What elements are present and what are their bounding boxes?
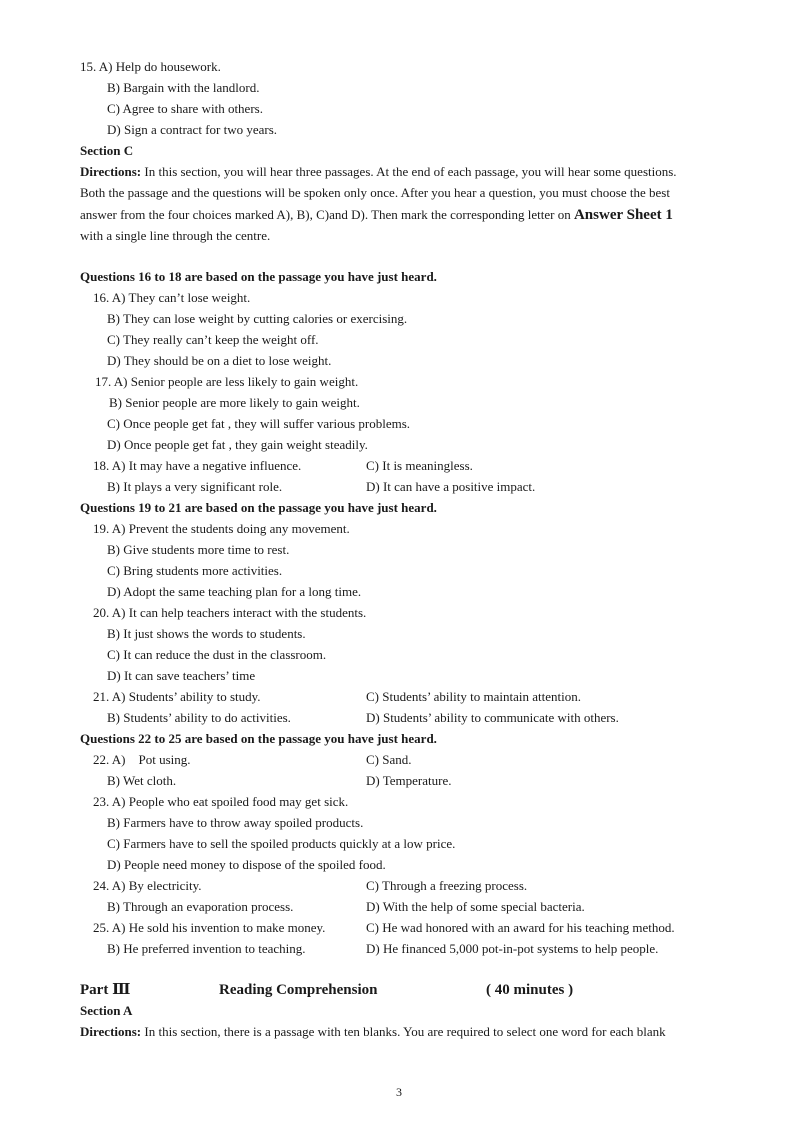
q19-option-b: B) Give students more time to rest. [107, 542, 290, 557]
q15-option-c: C) Agree to share with others. [107, 101, 263, 116]
q22-option-d: D) Temperature. [366, 773, 452, 788]
q24-option-a: 24. A) By electricity. [93, 878, 202, 893]
q20-option-c: C) It can reduce the dust in the classroom. [107, 647, 327, 662]
q19-option-a: 19. A) Prevent the students doing any movement. [93, 521, 350, 536]
directions-label: Directions: [80, 164, 142, 179]
group3-heading: Questions 22 to 25 are based on the passage you have just heard. [80, 731, 437, 746]
q25-option-c: C) He wad honored with an award for his teaching method. [366, 920, 675, 935]
section-c-directions-line4: with a single line through the centre. [80, 228, 271, 243]
q24-option-b: B) Through an evaporation process. [107, 899, 294, 914]
q22-option-c: C) Sand. [366, 752, 412, 767]
section-c-heading: Section C [80, 143, 134, 158]
group1-heading: Questions 16 to 18 are based on the passage you have just heard. [80, 269, 437, 284]
q18-option-c: C) It is meaningless. [366, 458, 473, 473]
q21-option-b: B) Students’ ability to do activities. [107, 710, 291, 725]
q23-option-b: B) Farmers have to throw away spoiled products. [107, 815, 364, 830]
section-a-directions-text: In this section, there is a passage with ten blanks. You are required to select one word for each blank [141, 1024, 666, 1039]
q21-option-c: C) Students’ ability to maintain attention. [366, 689, 581, 704]
q16-option-b: B) They can lose weight by cutting calories or exercising. [107, 311, 408, 326]
q24-option-d: D) With the help of some special bacteria. [366, 899, 585, 914]
q19-option-c: C) Bring students more activities. [107, 563, 283, 578]
q19-option-d: D) Adopt the same teaching plan for a long time. [107, 584, 362, 599]
q15-option-b: B) Bargain with the landlord. [107, 80, 260, 95]
part3-label: Part Ⅲ [80, 982, 131, 998]
group2-heading: Questions 19 to 21 are based on the passage you have just heard. [80, 500, 437, 515]
directions-label: Directions: [80, 1024, 142, 1039]
q15-option-d: D) Sign a contract for two years. [107, 122, 278, 137]
q17-option-c: C) Once people get fat , they will suffer various problems. [107, 416, 411, 431]
q25-option-a: 25. A) He sold his invention to make money. [93, 920, 326, 935]
part3-time: ( 40 minutes ) [486, 982, 574, 998]
section-c-directions-line3 [80, 206, 673, 224]
directions-text-3: answer from the four choices marked A), B), C)and D). Then mark the corresponding letter on [80, 207, 574, 222]
q16-option-c: C) They really can’t keep the weight off. [107, 332, 319, 347]
q17-option-a: 17. A) Senior people are less likely to gain weight. [95, 374, 359, 389]
q20-option-d: D) It can save teachers’ time [107, 668, 256, 683]
q18-option-b: B) It plays a very significant role. [107, 479, 283, 494]
q24-option-c: C) Through a freezing process. [366, 878, 528, 893]
q23-option-a: 23. A) People who eat spoiled food may get sick. [93, 794, 349, 809]
answer-sheet-label: Answer Sheet 1 [573, 207, 673, 223]
q25-option-b: B) He preferred invention to teaching. [107, 941, 306, 956]
q21-option-d: D) Students’ ability to communicate with others. [366, 710, 619, 725]
section-c-directions-line1 [80, 164, 677, 180]
section-a-heading: Section A [80, 1003, 133, 1018]
q23-option-c: C) Farmers have to sell the spoiled products quickly at a low price. [107, 836, 456, 851]
q17-option-b: B) Senior people are more likely to gain weight. [109, 395, 360, 410]
q23-option-d: D) People need money to dispose of the spoiled food. [107, 857, 386, 872]
q18-option-a: 18. A) It may have a negative influence. [93, 458, 302, 473]
q16-option-a: 16. A) They can’t lose weight. [93, 290, 251, 305]
section-c-directions-line2: Both the passage and the questions will be spoken only once. After you hear a question, you must choose the best [80, 185, 670, 200]
q20-option-a: 20. A) It can help teachers interact with the students. [93, 605, 367, 620]
directions-text-1: In this section, you will hear three passages. At the end of each passage, you will hear some questions. [141, 164, 677, 179]
q22-option-b: B) Wet cloth. [107, 773, 177, 788]
q18-option-d: D) It can have a positive impact. [366, 479, 536, 494]
q20-option-b: B) It just shows the words to students. [107, 626, 306, 641]
section-a-directions [80, 1024, 666, 1040]
q22-option-a: 22. A) Pot using. [93, 752, 191, 767]
page-number: 3 [396, 1085, 402, 1099]
q25-option-d: D) He financed 5,000 pot-in-pot systems to help people. [366, 941, 659, 956]
part3-title: Reading Comprehension [219, 982, 378, 998]
q15-option-a: 15. A) Help do housework. [80, 59, 221, 74]
q17-option-d: D) Once people get fat , they gain weight steadily. [107, 437, 368, 452]
q21-option-a: 21. A) Students’ ability to study. [93, 689, 261, 704]
q16-option-d: D) They should be on a diet to lose weight. [107, 353, 332, 368]
